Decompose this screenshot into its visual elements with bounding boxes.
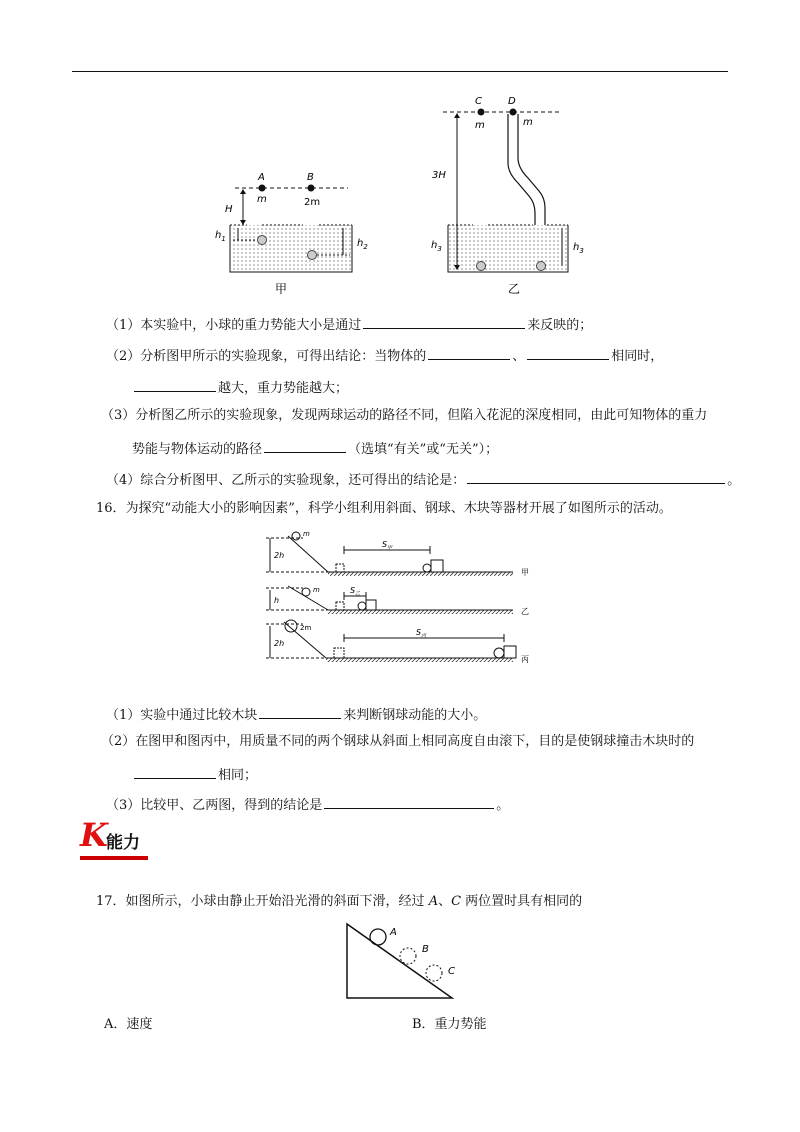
distance-s-bing: $S_丙$ xyxy=(416,628,427,639)
svg-text:2m: 2m xyxy=(300,624,312,632)
q17-option-b[interactable]: B．重力势能 xyxy=(412,1017,487,1032)
ball-a xyxy=(259,185,266,192)
q15-part3: （3）分析图乙所示的实验现象，发现两球运动的路径不同，但陷入花泥的深度相同，由此可知物体的重力 xyxy=(101,408,708,423)
ball-b xyxy=(308,185,315,192)
section-title: 能力 xyxy=(106,833,140,853)
q15-part4: （4）综合分析图甲、乙所示的实验现象，还可得出的结论是： 。 xyxy=(106,469,740,490)
label-h1: $h_1$ xyxy=(215,230,226,243)
label-H: H xyxy=(225,204,233,215)
label-d: D xyxy=(508,96,516,107)
caption-jia: 甲 xyxy=(275,282,288,296)
q16-part1: （1）实验中通过比较木块 来判断钢球动能的大小。 xyxy=(106,704,486,725)
q15-blank5[interactable] xyxy=(264,438,346,453)
q15-part3-cont: 势能与物体运动的路径 （选填“有关”或“无关”）； xyxy=(132,438,498,459)
label-a: A xyxy=(258,172,265,183)
svg-text:m: m xyxy=(303,530,310,538)
label-m-d: m xyxy=(523,117,533,128)
q16-blank2[interactable] xyxy=(134,764,216,779)
section-underline xyxy=(80,856,148,860)
q15-blank1[interactable] xyxy=(363,314,525,329)
ball-position-a xyxy=(370,929,386,945)
svg-text:丙: 丙 xyxy=(521,655,529,664)
label-h3-right: $h_3$ xyxy=(573,242,584,255)
svg-text:甲: 甲 xyxy=(521,568,529,577)
svg-text:C: C xyxy=(448,966,455,977)
q15-blank4[interactable] xyxy=(134,377,216,392)
label-m: m xyxy=(257,194,267,205)
q16-blank3[interactable] xyxy=(324,794,494,809)
label-h3-left: $h_3$ xyxy=(431,240,442,253)
ramp-bing xyxy=(266,620,529,664)
distance-s-jia: $S_甲$ xyxy=(382,540,393,551)
ramp-jia-height: 2h xyxy=(274,551,285,560)
label-b: B xyxy=(307,172,314,183)
ramp-bing-height: 2h xyxy=(274,639,285,648)
ramp-yi xyxy=(266,586,529,616)
incline-figure xyxy=(340,918,470,1002)
q16-blank1[interactable] xyxy=(259,704,341,719)
ball-position-b xyxy=(400,948,416,964)
ball-c xyxy=(478,109,485,116)
svg-text:m: m xyxy=(313,586,320,594)
figure-yi xyxy=(431,96,584,296)
svg-text:乙: 乙 xyxy=(521,607,529,616)
label-h2: $h_2$ xyxy=(357,238,368,251)
header-rule xyxy=(72,71,728,72)
figure-jia xyxy=(215,172,368,296)
label-m-c: m xyxy=(475,120,485,131)
caption-yi: 乙 xyxy=(508,282,521,296)
q15-part2: （2）分析图甲所示的实验现象，可得出结论：当物体的 、 相同时， xyxy=(106,345,663,366)
label-3H: 3H xyxy=(432,170,446,181)
q16-part2-cont: 相同； xyxy=(132,764,257,785)
svg-text:B: B xyxy=(422,944,429,955)
q16-part2: （2）在图甲和图丙中，用质量不同的两个钢球从斜面上相同高度自由滚下，目的是使钢球撞击木块时的 xyxy=(101,734,695,749)
label-c: C xyxy=(475,96,482,107)
q16-part3: （3）比较甲、乙两图，得到的结论是 。 xyxy=(106,794,509,815)
q17-option-a[interactable]: A．速度 xyxy=(104,1017,153,1032)
potential-energy-figure xyxy=(205,88,595,300)
kinetic-energy-figure xyxy=(258,528,548,672)
q15-blank2[interactable] xyxy=(428,345,510,360)
q15-blank6[interactable] xyxy=(467,469,725,484)
ramp-jia xyxy=(266,530,529,577)
label-2m: 2m xyxy=(304,197,321,208)
ramp-yi-height: h xyxy=(274,596,280,605)
distance-s-yi: $S_乙$ xyxy=(350,586,361,597)
q15-part2-cont: 越大，重力势能越大； xyxy=(132,377,348,398)
q17-stem: 17．如图所示，小球由静止开始沿光滑的斜面下滑，经过 A、C 两位置时具有相同的 xyxy=(96,894,583,909)
section-heading xyxy=(78,816,154,862)
section-letter: K xyxy=(80,816,108,854)
q16-stem: 16．为探究“动能大小的影响因素”，科学小组利用斜面、钢球、木块等器材开展了如图所示的活动。 xyxy=(96,501,672,516)
ball-d xyxy=(510,109,517,116)
q15-part1: （1）本实验中，小球的重力势能大小是通过 来反映的； xyxy=(106,314,592,335)
q15-blank3[interactable] xyxy=(527,345,609,360)
svg-text:A: A xyxy=(390,927,397,938)
ball-position-c xyxy=(426,965,442,981)
